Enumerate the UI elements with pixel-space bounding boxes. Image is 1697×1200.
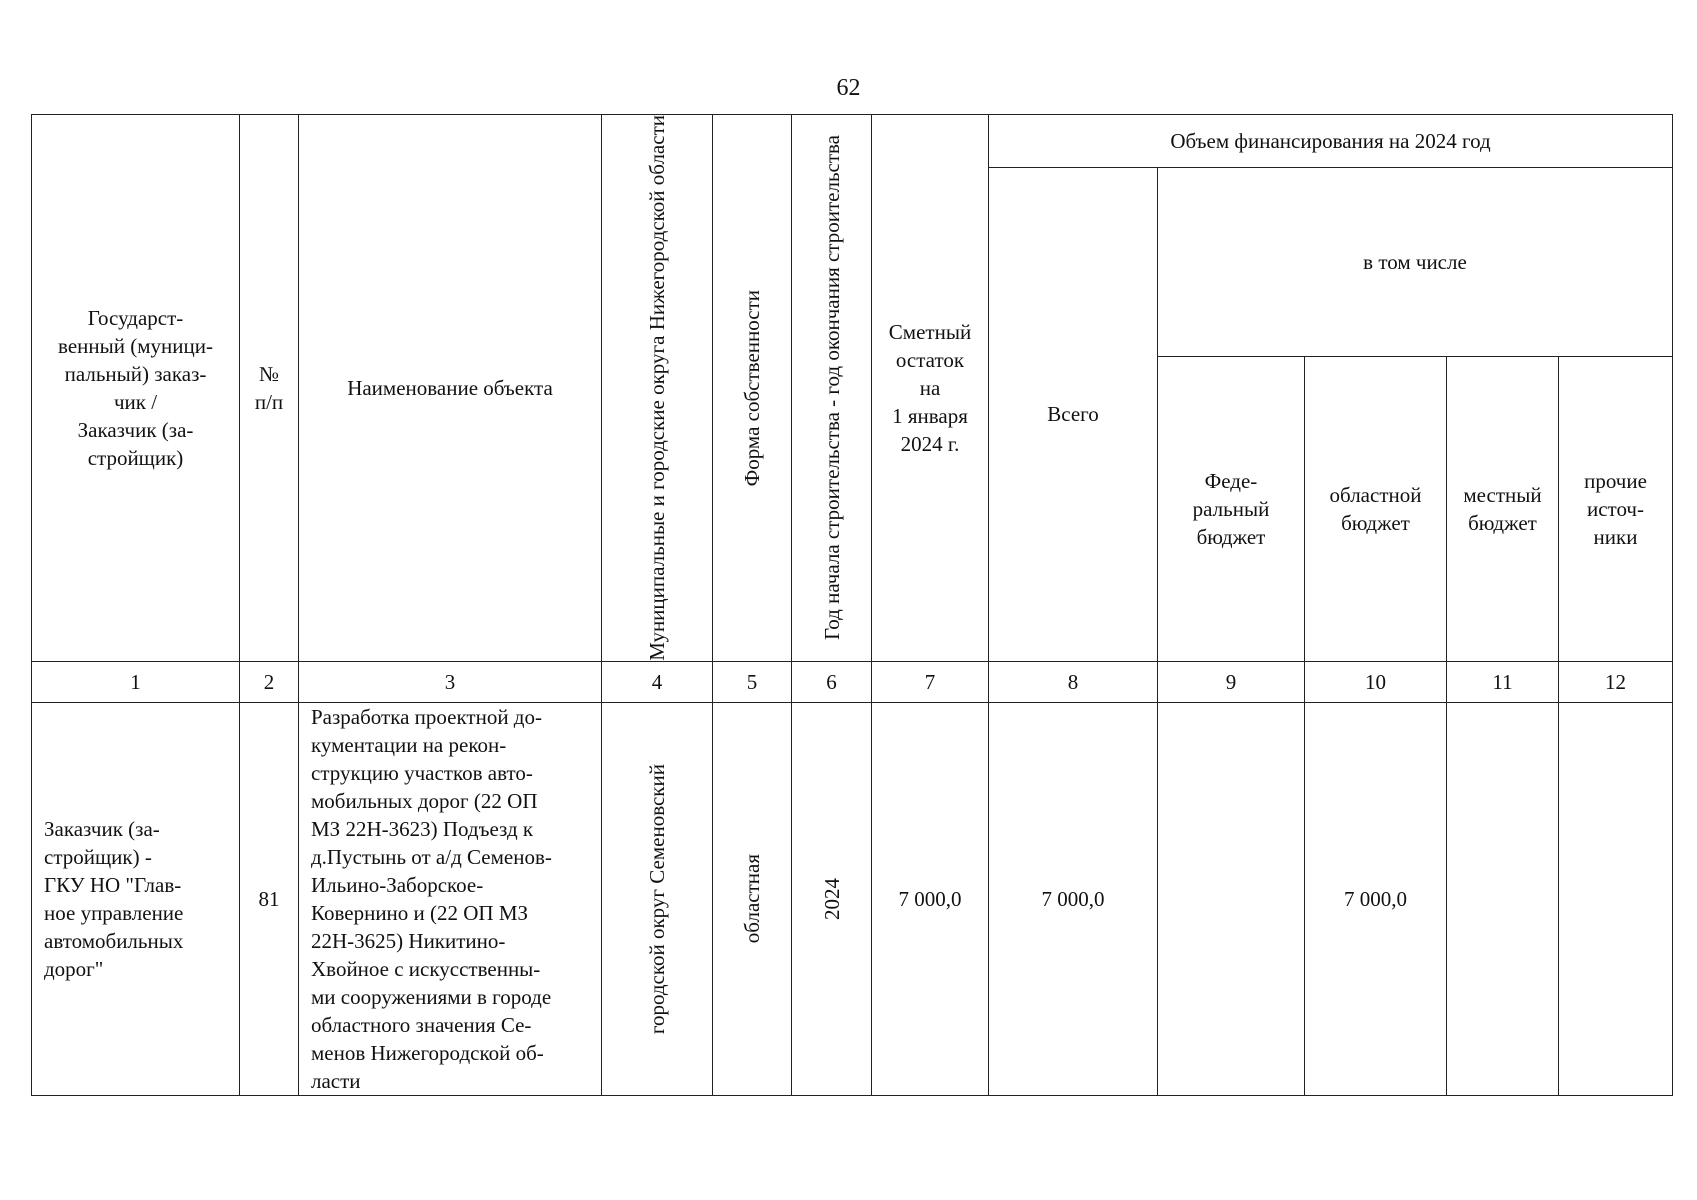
row-total: 7 000,0 — [989, 702, 1158, 1095]
row-other — [1559, 702, 1673, 1095]
column-number: 11 — [1447, 661, 1559, 702]
page-number: 62 — [836, 75, 861, 101]
funding-table — [31, 114, 1673, 1096]
header-including: в том числе — [1158, 168, 1673, 357]
column-number: 1 — [32, 661, 240, 702]
header-municipality — [602, 115, 713, 662]
column-number: 2 — [240, 661, 299, 702]
header-funding-title: Объем финансирования на 2024 год — [989, 115, 1673, 168]
header-customer: Государст- венный (муници- пальный) заказ- чик / Заказчик (за- стройщик) — [32, 115, 240, 662]
header-estimate: Сметный остаток на 1 января 2024 г. — [872, 115, 989, 662]
header-ownership — [713, 115, 792, 662]
header-regional: областной бюджет — [1305, 356, 1447, 661]
row-local — [1447, 702, 1559, 1095]
column-number: 10 — [1305, 661, 1447, 702]
row-years-text: 2024 — [819, 877, 844, 920]
table-row — [32, 702, 1673, 1095]
column-number: 3 — [299, 661, 602, 702]
header-ownership-text: Форма собственности — [740, 289, 764, 487]
row-years — [792, 702, 872, 1095]
header-total: Всего — [989, 168, 1158, 662]
column-numbers-row — [32, 661, 1673, 702]
row-ownership-text: областная — [740, 854, 764, 944]
header-num: № п/п — [240, 115, 299, 662]
row-estimate: 7 000,0 — [872, 702, 989, 1095]
row-regional: 7 000,0 — [1305, 702, 1447, 1095]
column-number: 6 — [792, 661, 872, 702]
header-other: прочие источ- ники — [1559, 356, 1673, 661]
header-municipality-text: Муниципальные и городские округа Нижегородской области — [645, 115, 669, 661]
header-years — [792, 115, 872, 662]
column-number: 12 — [1559, 661, 1673, 702]
row-ownership — [713, 702, 792, 1095]
column-number: 4 — [602, 661, 713, 702]
header-federal: Феде- ральный бюджет — [1158, 356, 1305, 661]
column-number: 7 — [872, 661, 989, 702]
header-years-text: Год начала строительства - год окончания строительства — [819, 135, 844, 641]
row-num: 81 — [240, 702, 299, 1095]
row-municipality-text: городской округ Семеновский — [645, 763, 669, 1034]
row-federal — [1158, 702, 1305, 1095]
column-number: 8 — [989, 661, 1158, 702]
row-customer: Заказчик (за- стройщик) - ГКУ НО "Глав- ное управление автомобильных дорог" — [32, 702, 240, 1095]
column-number: 5 — [713, 661, 792, 702]
row-object-name: Разработка проектной до- кументации на рекон- струкцию участков авто- мобильных дорог (22 ОП МЗ 22Н-3623) Подъезд к д.Пустынь от а/д Семенов- Ильино-Заборское- Ковернино и (22 ОП МЗ 22Н-3625) Никитино- Хвойное с искусственны- ми сооружениями в городе областного значения Се- менов Нижегородской об- ласти — [299, 702, 602, 1095]
column-number: 9 — [1158, 661, 1305, 702]
row-municipality — [602, 702, 713, 1095]
header-object-name: Наименование объекта — [299, 115, 602, 662]
header-local: местный бюджет — [1447, 356, 1559, 661]
